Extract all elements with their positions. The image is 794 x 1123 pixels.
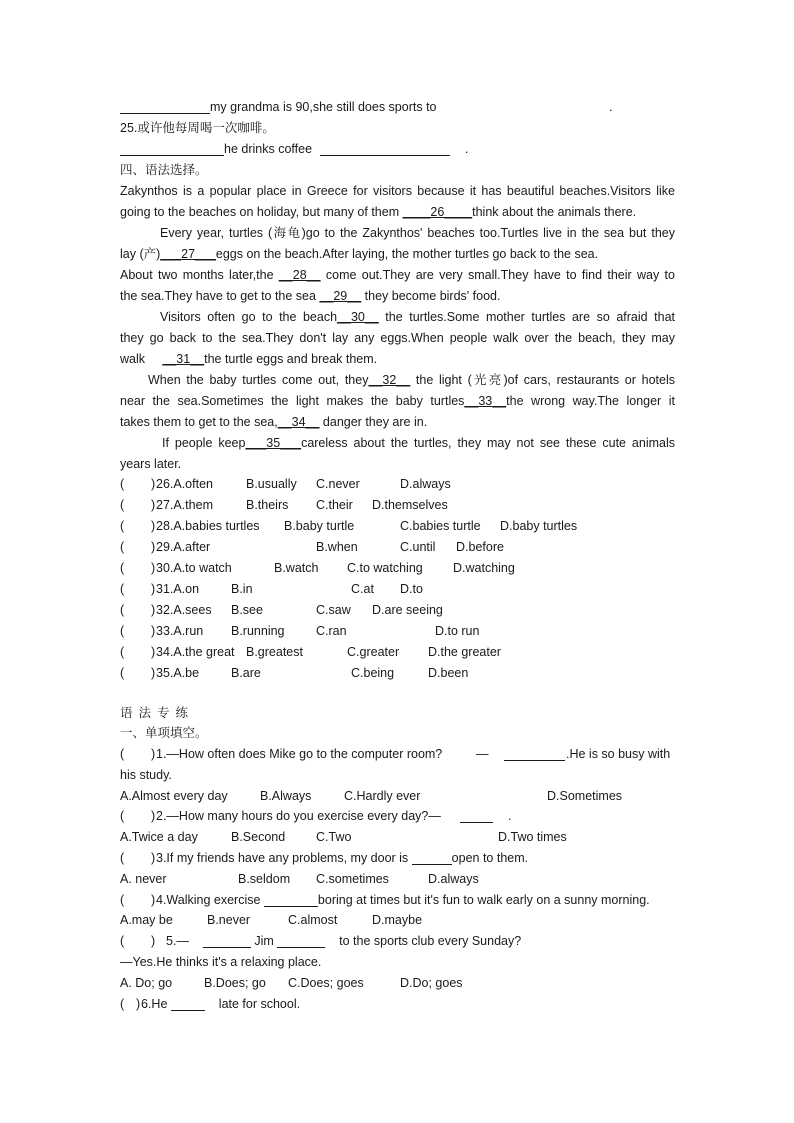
answer-blank[interactable] (277, 933, 325, 948)
question-1-cont: his study. (120, 768, 172, 782)
passage-line: walk __31__the turtle eggs and break them. (120, 352, 378, 366)
question-5: ( ) 5.— Jim to the sports club every Sunday? (120, 934, 522, 948)
passage-line: going to the beaches on holiday, but many of them ____26____think about the animals there. (120, 205, 637, 219)
passage-line: years later. (120, 457, 182, 471)
question-2: ( ) 2.—How many hours do you exercise every day?— . (120, 809, 512, 823)
question-25-prompt: 25.或许他每周喝一次咖啡。 (120, 121, 275, 135)
passage-line: Zakynthos is a popular place in Greece for visitors because it has beautiful beaches.Visitors like (120, 184, 675, 198)
mc-row-33: ( ) 33.A.run B.running C.ran D.to run (120, 624, 480, 638)
section-4-title: 四、语法选择。 (120, 163, 208, 177)
answer-blank[interactable] (320, 141, 450, 156)
answer-blank[interactable] (412, 850, 452, 865)
answer-blank[interactable] (120, 99, 210, 114)
question-1-options: A.Almost every day B.Always C.Hardly ever D.Sometimes (120, 789, 623, 803)
passage-line: When the baby turtles come out, they__32__ the light (光亮)of cars, restaurants or hotels (148, 373, 675, 387)
grammar-subtitle: 一、单项填空。 (120, 726, 208, 740)
question-5-reply: —Yes.He thinks it's a relaxing place. (120, 955, 322, 969)
answer-blank[interactable] (264, 892, 318, 907)
mc-row-30: ( ) 30.A.to watch B.watch C.to watching D.watching (120, 561, 515, 575)
passage-line: takes them to get to the sea,__34__ danger they are in. (120, 415, 428, 429)
mc-row-34: ( ) 34.A.the great B.greatest C.greater D.the greater (120, 645, 501, 659)
grammar-section-title: 语法专练 (120, 706, 195, 720)
passage-line: they go back to the sea.They don't lay any eggs.When people walk over the beach, they may (120, 331, 675, 345)
passage-line: near the sea.Sometimes the light makes the baby turtles__33__the wrong way.The longer it (120, 394, 675, 408)
question-1: ( ) 1.—How often does Mike go to the computer room? — .He is so busy with (120, 747, 671, 761)
mc-row-29: ( ) 29.A.after B.when C.until D.before (120, 540, 504, 554)
mc-row-32: ( ) 32.A.sees B.see C.saw D.are seeing (120, 603, 443, 617)
answer-blank[interactable] (504, 746, 565, 761)
passage-line: Every year, turtles (海龟)go to the Zakynthos' beaches too.Turtles live in the sea but they (160, 226, 675, 240)
question-4: ( ) 4.Walking exercise boring at times but it's fun to walk early on a sunny morning. (120, 893, 650, 907)
mc-row-27: ( ) 27.A.them B.theirs C.their D.themselves (120, 498, 448, 512)
answer-blank[interactable] (460, 808, 493, 823)
mc-row-28: ( ) 28.A.babies turtles B.baby turtle C.babies turtle D.baby turtles (120, 519, 578, 533)
question-3-options: A. never B.seldom C.sometimes D.always (120, 872, 479, 886)
answer-blank[interactable] (203, 933, 251, 948)
question-6: ( ) 6.He late for school. (120, 997, 301, 1011)
passage-line: Visitors often go to the beach__30__ the turtles.Some mother turtles are so afraid that (160, 310, 675, 324)
passage-line: If people keep___35___careless about the turtles, they may not see these cute animals (162, 436, 675, 450)
answer-blank[interactable] (171, 996, 205, 1011)
translation-line-25: he drinks coffee . (120, 139, 675, 159)
translation-line-24: my grandma is 90,she still does sports to . (120, 97, 675, 117)
passage-line: lay (产)___27___eggs on the beach.After laying, the mother turtles go back to the sea. (120, 247, 599, 261)
mc-row-26: ( ) 26.A.often B.usually C.never D.always (120, 477, 451, 491)
question-2-options: A.Twice a day B.Second C.Two D.Two times (120, 830, 567, 844)
passage-line: About two months later,the __28__ come out.They are very small.They have to find their way to (120, 268, 675, 282)
question-4-options: A.may be B.never C.almost D.maybe (120, 913, 423, 927)
mc-row-35: ( ) 35.A.be B.are C.being D.been (120, 666, 469, 680)
question-5-options: A. Do; go B.Does; go C.Does; goes D.Do; goes (120, 976, 463, 990)
answer-blank[interactable] (120, 141, 224, 156)
mc-row-31: ( ) 31.A.on B.in C.at D.to (120, 582, 423, 596)
question-3: ( ) 3.If my friends have any problems, my door is open to them. (120, 851, 529, 865)
passage-line: the sea.They have to get to the sea __29__ they become birds' food. (120, 289, 501, 303)
